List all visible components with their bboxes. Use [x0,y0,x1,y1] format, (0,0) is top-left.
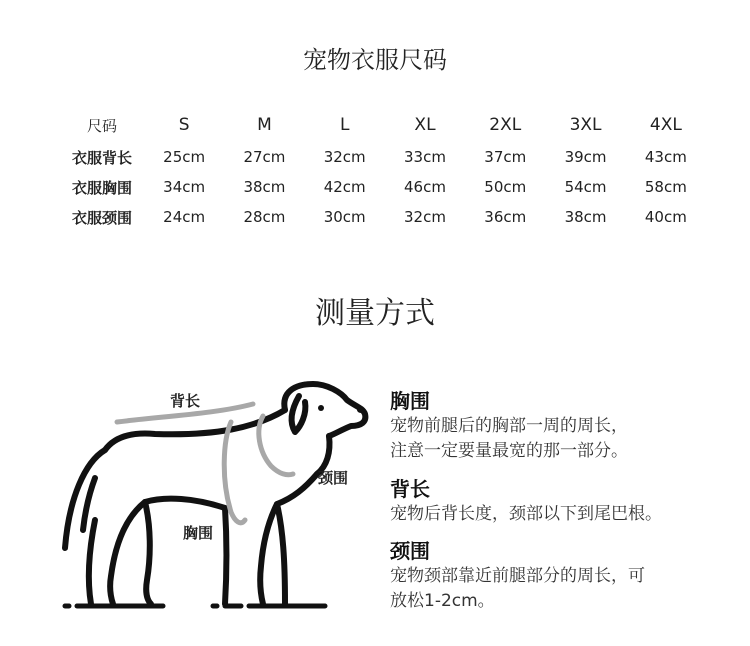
size-col-header: M [257,115,272,135]
row-label: 衣服背长 [71,148,132,167]
table-row-back-length [60,142,706,172]
legend-chest [390,388,730,464]
table-cell: 32cm [404,208,446,226]
diagram-label-back: 背长 [170,392,201,410]
size-col-header: 2XL [489,115,522,135]
size-table [60,108,706,232]
legend-heading: 颈围 [390,539,430,563]
table-cell: 37cm [484,148,527,166]
table-cell: 24cm [163,208,206,226]
row-label: 衣服胸围 [71,178,132,197]
table-cell: 30cm [323,208,366,226]
size-col-header: 3XL [569,115,602,135]
dog-hind-leg [110,502,145,604]
table-cell: 54cm [564,178,607,196]
table-cell: 38cm [564,208,607,226]
table-cell: 27cm [243,148,286,166]
dog-nose [357,407,365,413]
dog-tail [65,450,105,548]
legend-heading: 背长 [390,477,430,501]
dog-measurement-diagram [55,370,375,620]
dog-hind-leg-back [89,520,95,604]
neck-girth-line [259,416,293,475]
size-col-header: XL [414,115,436,135]
legend-text: 注意一定要量最宽的那一部分。 [390,441,628,461]
size-col-header: 4XL [649,115,682,135]
legend-neck [390,538,730,614]
size-header-row [60,108,706,142]
table-row-chest [60,172,706,202]
dog-eye [318,405,324,411]
measure-method-title: 测量方式 [315,296,435,331]
table-cell: 38cm [243,178,286,196]
legend-text: 宠物颈部靠近前腿部分的周长，可 [390,566,645,586]
dog-hind-leg-front [145,502,151,604]
chest-girth-line [224,422,245,523]
dog-front-leg-back [225,508,227,604]
dog-ear [292,396,306,432]
diagram-label-chest: 胸围 [183,524,214,542]
table-cell: 58cm [644,178,687,196]
table-cell: 43cm [644,148,687,166]
dog-belly [145,499,225,508]
table-cell: 42cm [323,178,366,196]
table-cell: 36cm [484,208,527,226]
table-row-neck [60,202,706,232]
dog-chest [260,474,317,604]
legend-back [390,476,730,527]
table-cell: 39cm [564,148,607,166]
table-cell: 28cm [243,208,286,226]
table-cell: 32cm [323,148,366,166]
size-col-header: L [339,115,350,135]
table-cell: 25cm [163,148,206,166]
diagram-label-neck: 颈围 [318,469,349,487]
size-col-header: S [178,115,190,135]
row-label: 衣服颈围 [71,208,132,227]
table-cell: 33cm [404,148,446,166]
legend-text: 宠物前腿后的胸部一周的周长， [390,416,628,436]
table-cell: 50cm [484,178,527,196]
table-cell: 46cm [404,178,446,196]
size-header-label: 尺码 [86,116,117,135]
legend-text: 宠物后背长度，颈部以下到尾巴根。 [390,504,662,524]
size-chart-title: 宠物衣服尺码 [303,46,447,74]
legend-text: 放松1-2cm。 [390,591,495,611]
table-cell: 40cm [644,208,687,226]
table-cell: 34cm [163,178,206,196]
legend-heading: 胸围 [390,389,430,413]
dog-front-leg [277,504,285,604]
dog-outline [65,384,365,604]
